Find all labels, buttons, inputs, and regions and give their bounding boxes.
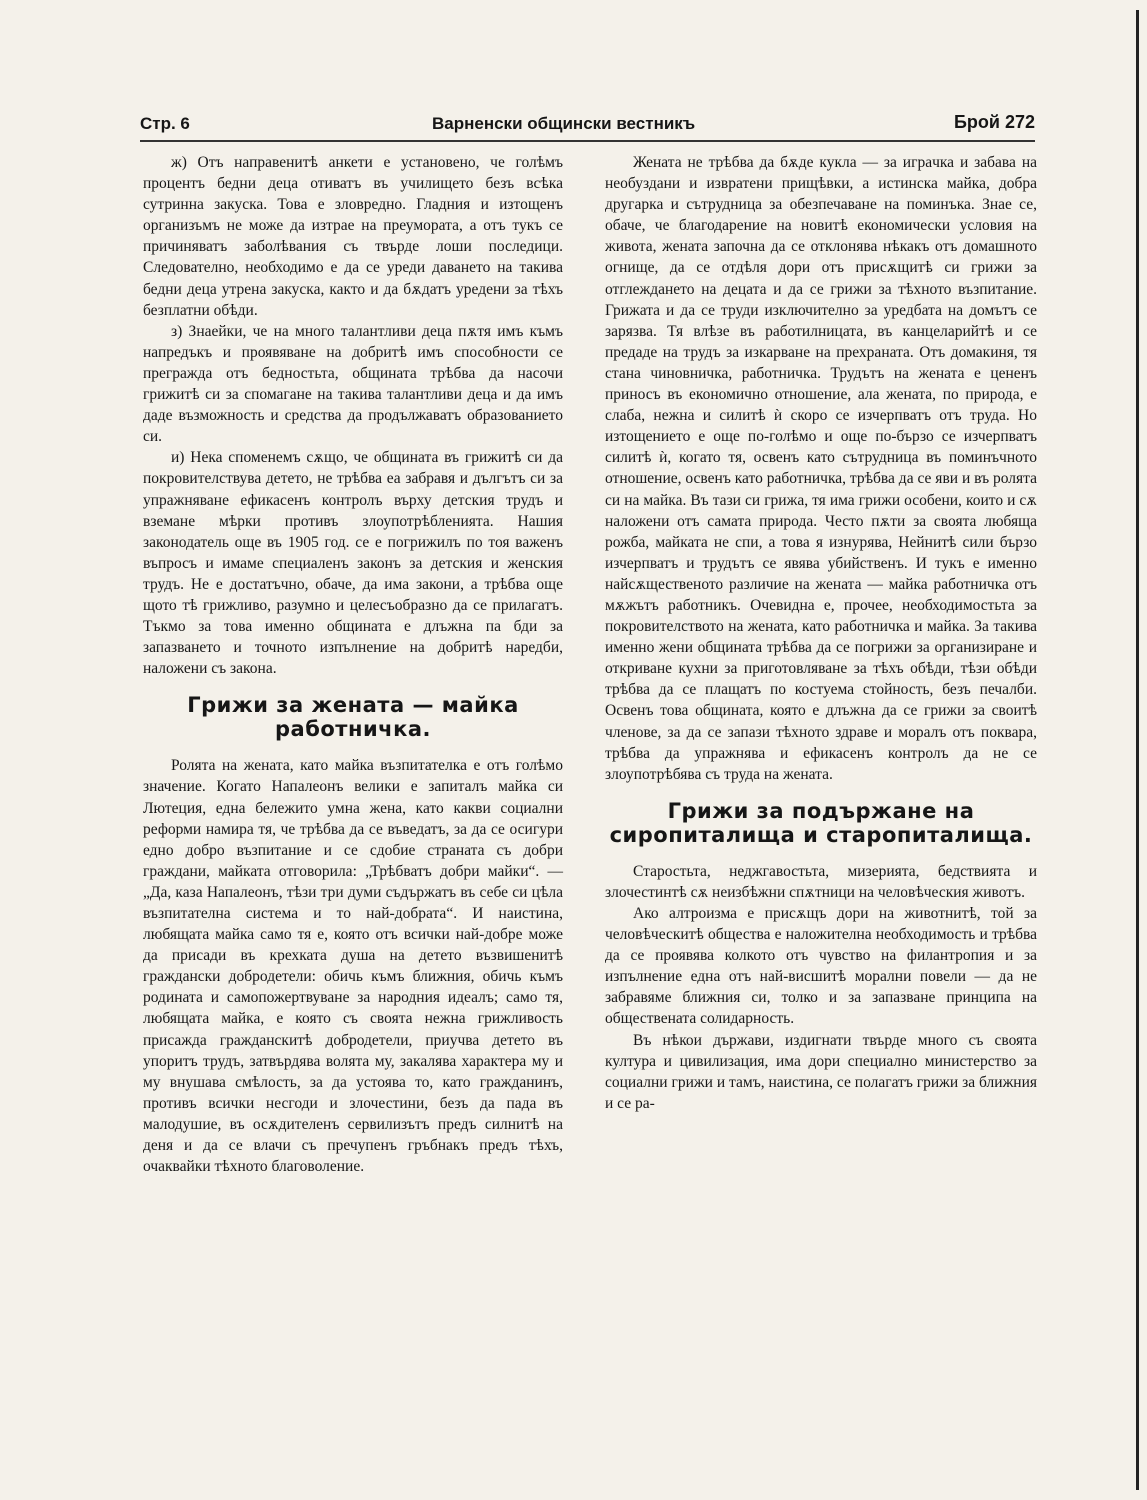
header-rule bbox=[140, 140, 1035, 142]
paragraph: Въ нѣкои държави, издигнати твърде много съ своята култура и цивилизация, има дори специално министерство за социални грижи и тамъ, наистина, се полагатъ грижи за ближния и се ра- bbox=[605, 1031, 1037, 1112]
section-heading: Грижи за подържане на сиропиталища и старопиталища. bbox=[609, 798, 1033, 847]
newspaper-title: Варненски общински вестникъ bbox=[432, 114, 696, 133]
paragraph: Ако алтроизма е присѫщъ дори на животнитѣ, той за человѣческитѣ общества е наложителна необходимость и трѣбва да се проявява колкото отъ чувство на филантропия и за изпълнение една отъ най-висшитѣ морални повели — да не забравяме ближния си, толко и за запазване принципа на обществената солидарность. bbox=[605, 905, 1037, 1028]
page-number: Стр. 6 bbox=[140, 114, 190, 133]
paragraph: ж) Отъ направенитѣ анкети е установено, че голѣмъ процентъ бедни деца отиватъ въ училището безъ всѣка сутринна закуска. Това е зловредно. Гладния и изтощенъ организъмъ не може да изтрае на преумората, а отъ тукъ се причиняватъ заболѣвания съ твърде лоши последици. Следователно, необходимо е да се уреди даването на такива бедни деца утрена закуска, както и да бѫдатъ уредени за тѣхъ безплатни обѣди. bbox=[143, 154, 563, 319]
section-heading: Грижи за жената — майка работничка. bbox=[187, 693, 519, 742]
page-header bbox=[140, 112, 1035, 138]
issue-number: Брой 272 bbox=[953, 112, 1035, 132]
paragraph: Старостьта, неджгавостьта, мизерията, бедствията и злочестинтѣ сѫ неизбѣжни спѫтници на человѣческия животъ. bbox=[605, 862, 1037, 901]
left-column bbox=[143, 152, 563, 1177]
paragraph: и) Нека споменемъ сѫщо, че общината въ грижитѣ си да покровителствува детето, не трѣбва еа забравя и дългътъ си за упражняване ефикасенъ контролъ върху детския трудъ и вземане мѣрки противъ злоупотрѣбленията. Нашия законодатель още въ 1905 год. се е погрижилъ по тоя важенъ въпросъ и имаме специаленъ законъ за детския и женския трудъ. Не е достатъчно, обаче, да има закони, а трѣбва още щото тѣ грижливо, разумно и целесъобразно да се прилагатъ. Тъкмо за това именно общината е длъжна па бди за запазването и точното изпълнение на добритѣ наредби, наложени съ закона. bbox=[143, 449, 563, 678]
right-column bbox=[605, 152, 1037, 1114]
paragraph: Жената не трѣбва да бѫде кукла — за игрaчка и забава на необуздани и извратени прищѣвки, а истинска майка, добра другарка и сътрудница за обезпечаване на поминъка. Знае се, обаче, че благодарение на новитѣ економически условия на живота, жената започна да се отклонява нѣкакъ отъ домашното огнище, да се отдѣля дори отъ присѫщитѣ си грижи за отглеждането на децата и да се грижи за тѣхното възпитание. Грижата и да се труди изключително за уредбата на домътъ се зарязва. Тя влѣзе въ работилницата, въ канцеларийтѣ и се предаде на трудъ за изкарване на прехраната. Отъ домакиня, тя стана чиновничка, работничка. Трудътъ на жената е цененъ приносъ въ економично отношение, ала жената, по природа, е слаба, нежна и силитѣ ѝ скоро се изчерпватъ отъ труда. Но изтощението е още по-голѣмо и още по-бързо се изчерпватъ силитѣ ѝ, когато тя, освенъ като сътрудница въ поминъчното отношение, освенъ като работничка, трѣбва да се яви и въ ролята си на майка. Въ тази си грижа, тя има грижи особени, които и сѫ наложени отъ самата природа. Често пѫти за своята любяща рожба, майката не спи, а това я изнурява, Нейнитѣ сили бързо изчерпватъ и трудътъ се явява убийственъ. И тукъ е именно найсѫщественото различие на жената — майка работничка отъ мѫжътъ работникъ. Очевидна е, прочее, необходимостьта за покровителството на жената, като работничка и майка. За такива именно жени общината трѣбва да се погрижи за организиране и откриване кухни за приготовляване за тѣхъ обѣди, тѣзи обѣди трѣбва да се плащатъ по костуема стойность, безъ печалби. Освенъ това общината, която е длъжна да се грижи за своитѣ членове, за да се запази тѣхното здраве и моралъ отъ покварa, трѣбва да упражнява и ефикасенъ контролъ да не се злоупотрѣбява съ труда на жената. bbox=[605, 154, 1037, 783]
paragraph: Ролята на жената, като майка възпитателка е отъ голѣмо значение. Когато Напалеонъ велики е запиталъ майка си Лютеция, една бележито умна жена, като какви социални реформи намира тя, че трѣбва да се въведатъ, за да се осигури едно добро възпитание и се сдобие страната съ добри граждани, майката отговорила: „Трѣбватъ добри майки“. — „Да, каза Напалеонъ, тѣзи три думи съдържатъ въ себе си цѣла възпитателна система и то най-добрата“. И наистина, любящата майка само тя е, която отъ всички най-добре може да присади въ крехката душа на детето възвишенитѣ граждански добродетели: обичь къмъ ближния, обичь къмъ родината и самопожертвуване за народния идеалъ; само тя, любящата майка, е която съ своята нежна грижливость присажда гражданскитѣ добродетели, приучва детето въ упоритъ трудъ, затвърдява волята му, закалява характера му и му внушава смѣлость, за да устоява то, като гражданинъ, противъ всички несгоди и злочестини, безъ да пада въ малодушие, въ осѫдителенъ сервилизътъ предъ силнитѣ на деня и да се влачи съ пречупенъ гръбнакъ предъ тѣхъ, очаквайки тѣхното благоволение. bbox=[143, 757, 563, 1176]
paragraph: з) Знаейки, че на много талантливи деца пѫтя имъ къмъ напредъкъ и проявяване на добритѣ имъ способности се прегражда отъ бедностьта, общината трѣбва да насочи грижитѣ си за спомагане на такива талантливи деца и да имъ даде възможность и средства да продължаватъ образованието си. bbox=[143, 322, 563, 446]
page-edge-line bbox=[1136, 10, 1139, 1490]
